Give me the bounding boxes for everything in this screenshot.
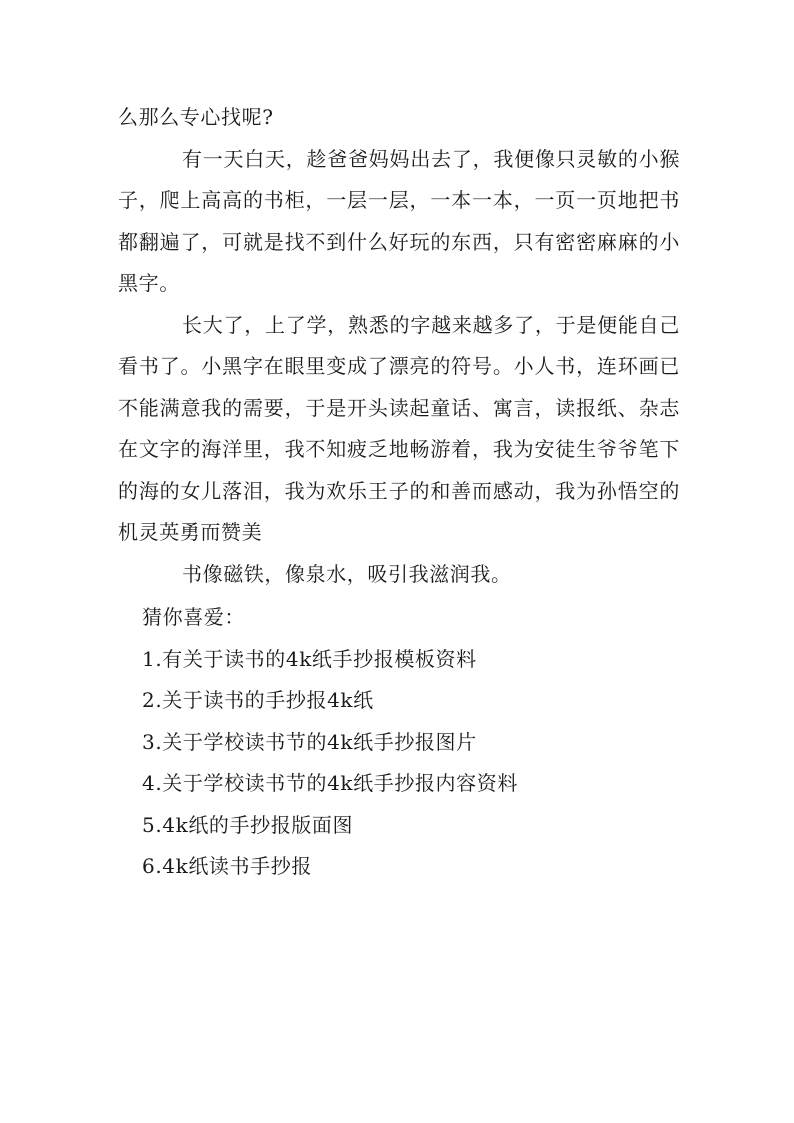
paragraph-growing-up-reading: 长大了，上了学，熟悉的字越来越多了，于是便能自己看书了。小黑字在眼里变成了漂亮的符号。小人书，连环画已不能满意我的需要，于是开头读起童话、寓言，读报纸、杂志在文字的海洋里，我不知疲乏地畅游着，我为安徒生爷爷笔下的海的女儿落泪，我为欢乐王子的和善而感动，我为孙悟空的机灵英勇而赞美: [118, 312, 680, 544]
article-body: [118, 97, 680, 595]
paragraph-continuation: 么那么专心找呢?: [118, 105, 274, 129]
paragraph-book-metaphor: 书像磁铁，像泉水，吸引我滋润我。: [182, 561, 512, 586]
paragraph-childhood-search: 有一天白天，趁爸爸妈妈出去了，我便像只灵敏的小猴子，爬上高高的书柜，一层一层，一本一本，一页一页地把书都翻遍了，可就是找不到什么好玩的东西，只有密密麻麻的小黑字。: [118, 146, 680, 295]
related-heading: 猜你喜爱：: [142, 605, 245, 629]
related-link-5[interactable]: 5.4k纸的手抄报版面图: [142, 812, 354, 837]
related-articles: [142, 597, 682, 888]
related-link-4[interactable]: 4.关于学校读书节的4k纸手抄报内容资料: [142, 771, 518, 795]
related-link-2[interactable]: 2.关于读书的手抄报4k纸: [142, 688, 374, 712]
related-link-3[interactable]: 3.关于学校读书节的4k纸手抄报图片: [142, 729, 477, 754]
related-link-1[interactable]: 1.有关于读书的4k纸手抄报模板资料: [142, 646, 477, 671]
related-list: [142, 639, 682, 888]
related-link-6[interactable]: 6.4k纸读书手抄报: [142, 854, 312, 878]
